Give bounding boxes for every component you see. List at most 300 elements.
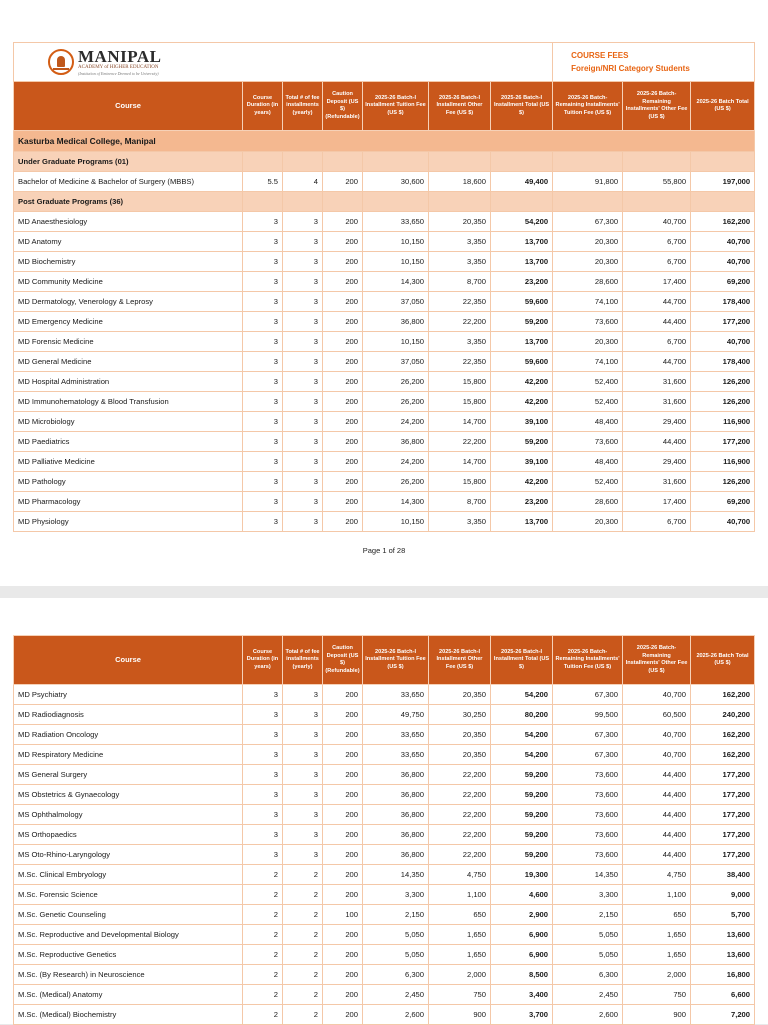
fee-cell: 200 [323, 685, 363, 705]
fee-cell: 200 [323, 925, 363, 945]
fee-cell: 2 [243, 965, 283, 985]
fee-cell: 40,700 [623, 725, 691, 745]
fee-cell: 44,400 [623, 825, 691, 845]
document-page-2 [0, 598, 768, 1024]
fee-cell: 22,350 [429, 292, 491, 312]
fee-cell: 126,200 [691, 372, 755, 392]
fee-cell: 3 [243, 272, 283, 292]
fee-cell: 177,200 [691, 312, 755, 332]
col-header: Caution Deposit (US $)(Refundable) [323, 636, 363, 685]
fee-cell: 9,000 [691, 885, 755, 905]
fee-cell: 20,350 [429, 685, 491, 705]
logo-cell [14, 43, 553, 82]
table-row [14, 985, 755, 1005]
fee-cell: 59,600 [491, 352, 553, 372]
fee-cell: 49,750 [363, 705, 429, 725]
fee-cell: 3 [243, 845, 283, 865]
page-number: Page 1 of 28 [362, 546, 406, 555]
fee-cell: 1,650 [623, 925, 691, 945]
fee-cell: 39,100 [491, 452, 553, 472]
table-row [14, 272, 755, 292]
table-row [14, 392, 755, 412]
course-name-cell: MD Psychiatry [14, 685, 243, 705]
table-row [14, 885, 755, 905]
fee-cell: 3 [283, 765, 323, 785]
fee-cell: 40,700 [691, 332, 755, 352]
fee-cell: 99,500 [553, 705, 623, 725]
fee-cell: 22,350 [429, 352, 491, 372]
section-row-pg [14, 192, 755, 212]
fee-cell: 14,350 [363, 865, 429, 885]
fee-cell: 59,200 [491, 845, 553, 865]
fee-cell: 200 [323, 352, 363, 372]
fee-cell: 59,200 [491, 825, 553, 845]
fee-cell: 200 [323, 965, 363, 985]
col-header: 2025-26 Batch Total (US $) [691, 636, 755, 685]
fee-cell: 200 [323, 412, 363, 432]
fee-cell: 3 [283, 705, 323, 725]
table-row [14, 232, 755, 252]
fee-cell: 5,700 [691, 905, 755, 925]
fee-cell: 2,450 [363, 985, 429, 1005]
fee-cell: 37,050 [363, 292, 429, 312]
fee-cell: 3 [243, 785, 283, 805]
fee-cell: 91,800 [553, 172, 623, 192]
fee-cell: 3 [283, 492, 323, 512]
fee-cell: 200 [323, 292, 363, 312]
fee-cell: 24,200 [363, 412, 429, 432]
course-name-cell: M.Sc. Reproductive Genetics [14, 945, 243, 965]
course-name-cell: MD Paediatrics [14, 432, 243, 452]
fee-cell: 13,700 [491, 512, 553, 532]
fee-cell: 3 [283, 685, 323, 705]
college-row [14, 131, 755, 152]
fee-cell: 59,200 [491, 805, 553, 825]
fee-cell: 2 [283, 905, 323, 925]
title-cell [553, 43, 755, 82]
fee-cell: 162,200 [691, 212, 755, 232]
col-header: Caution Deposit (US $)(Refundable) [323, 82, 363, 131]
fee-cell: 750 [429, 985, 491, 1005]
fee-cell: 52,400 [553, 392, 623, 412]
fee-cell: 178,400 [691, 352, 755, 372]
fee-cell: 8,700 [429, 272, 491, 292]
fee-cell: 3 [283, 412, 323, 432]
fee-cell: 3 [283, 212, 323, 232]
course-name-cell: MD Forensic Medicine [14, 332, 243, 352]
crest-icon [48, 49, 74, 75]
fee-cell: 59,200 [491, 432, 553, 452]
fee-cell: 40,700 [623, 212, 691, 232]
fee-cell: 200 [323, 452, 363, 472]
fee-cell: 6,300 [553, 965, 623, 985]
fee-cell: 74,100 [553, 292, 623, 312]
fee-cell: 6,600 [691, 985, 755, 1005]
fee-cell: 69,200 [691, 492, 755, 512]
fee-cell: 29,400 [623, 412, 691, 432]
fee-cell: 16,800 [691, 965, 755, 985]
fee-cell: 6,900 [491, 925, 553, 945]
section-row-ug [14, 152, 755, 172]
fee-cell: 200 [323, 865, 363, 885]
table-row [14, 965, 755, 985]
fee-cell: 3 [243, 212, 283, 232]
fee-cell: 3,350 [429, 332, 491, 352]
fee-cell: 67,300 [553, 745, 623, 765]
table-row [14, 925, 755, 945]
fee-cell: 3 [243, 312, 283, 332]
col-header: Course Duration (in years) [243, 82, 283, 131]
fee-cell: 6,900 [491, 945, 553, 965]
fee-cell: 6,700 [623, 332, 691, 352]
fee-cell: 2 [283, 1005, 323, 1025]
table-row [14, 825, 755, 845]
course-name-cell: MD Pharmacology [14, 492, 243, 512]
col-header: Total # of fee installments (yearly) [283, 636, 323, 685]
fee-cell: 54,200 [491, 685, 553, 705]
fee-cell: 200 [323, 1005, 363, 1025]
fee-cell: 900 [623, 1005, 691, 1025]
fee-cell: 3 [243, 372, 283, 392]
table-row [14, 432, 755, 452]
course-name-cell: M.Sc. Genetic Counseling [14, 905, 243, 925]
fee-cell: 13,600 [691, 925, 755, 945]
category-subtitle: Foreign/NRI Category Students [571, 64, 690, 73]
fee-cell: 3,400 [491, 985, 553, 1005]
fee-cell: 49,400 [491, 172, 553, 192]
fee-cell: 13,700 [491, 332, 553, 352]
table-row [14, 725, 755, 745]
fee-cell: 2,450 [553, 985, 623, 1005]
fee-cell: 73,600 [553, 845, 623, 865]
fee-cell: 3 [283, 725, 323, 745]
fee-cell: 200 [323, 432, 363, 452]
fee-cell: 14,300 [363, 272, 429, 292]
fee-cell: 200 [323, 252, 363, 272]
fee-cell: 7,200 [691, 1005, 755, 1025]
table-row [14, 372, 755, 392]
course-name-cell: MD Anatomy [14, 232, 243, 252]
fee-cell: 33,650 [363, 212, 429, 232]
fee-cell: 20,300 [553, 252, 623, 272]
fee-cell: 22,200 [429, 312, 491, 332]
fee-cell: 200 [323, 472, 363, 492]
fee-cell: 3 [283, 472, 323, 492]
fee-cell: 116,900 [691, 412, 755, 432]
fee-cell: 3 [283, 352, 323, 372]
table-row [14, 472, 755, 492]
fee-cell: 2 [283, 865, 323, 885]
fee-cell: 80,200 [491, 705, 553, 725]
fee-cell: 13,600 [691, 945, 755, 965]
col-header: 2025-26 Batch-I Installment Other Fee (US $) [429, 636, 491, 685]
fee-cell: 2 [283, 885, 323, 905]
fee-cell: 14,300 [363, 492, 429, 512]
fee-cell: 40,700 [623, 745, 691, 765]
fee-cell: 177,200 [691, 432, 755, 452]
fee-cell: 3 [283, 292, 323, 312]
fee-cell: 2 [243, 925, 283, 945]
fee-cell: 2 [243, 985, 283, 1005]
logo-tagline: (Institution of Eminence Deemed to be University) [78, 70, 159, 76]
fee-cell: 40,700 [691, 252, 755, 272]
fee-cell: 59,200 [491, 312, 553, 332]
course-name-cell: MS Oto-Rhino-Laryngology [14, 845, 243, 865]
fee-cell: 240,200 [691, 705, 755, 725]
fee-cell: 200 [323, 705, 363, 725]
fee-cell: 2 [243, 885, 283, 905]
fee-cell: 200 [323, 805, 363, 825]
table-row [14, 1005, 755, 1025]
fee-cell: 23,200 [491, 272, 553, 292]
fee-cell: 10,150 [363, 252, 429, 272]
fees-table-page-2 [13, 635, 755, 1025]
table-row [14, 492, 755, 512]
col-header: 2025-26 Batch-I Installment Total (US $) [491, 82, 553, 131]
fee-cell: 33,650 [363, 745, 429, 765]
table-row [14, 452, 755, 472]
col-header: Course Duration (in years) [243, 636, 283, 685]
course-name-cell: MS General Surgery [14, 765, 243, 785]
col-header: 2025-26 Batch-Remaining Installments' Tuition Fee (US $) [553, 636, 623, 685]
fee-cell: 14,350 [553, 865, 623, 885]
fee-cell: 3 [283, 805, 323, 825]
fee-cell: 55,800 [623, 172, 691, 192]
fee-cell: 22,200 [429, 825, 491, 845]
col-header: Course [14, 636, 243, 685]
fee-cell: 6,700 [623, 252, 691, 272]
table-row [14, 805, 755, 825]
fee-cell: 54,200 [491, 745, 553, 765]
fee-cell: 6,700 [623, 232, 691, 252]
course-name-cell: MD General Medicine [14, 352, 243, 372]
fee-cell: 22,200 [429, 845, 491, 865]
fee-cell: 69,200 [691, 272, 755, 292]
fee-cell: 2 [283, 965, 323, 985]
fee-cell: 5,050 [553, 925, 623, 945]
course-name-cell: MD Pathology [14, 472, 243, 492]
fee-cell: 2,150 [363, 905, 429, 925]
fee-cell: 3 [283, 312, 323, 332]
fee-cell: 2 [283, 925, 323, 945]
fee-cell: 31,600 [623, 372, 691, 392]
fee-cell: 200 [323, 512, 363, 532]
course-name-cell: M.Sc. Reproductive and Developmental Biology [14, 925, 243, 945]
fee-cell: 73,600 [553, 805, 623, 825]
fee-cell: 73,600 [553, 312, 623, 332]
fee-cell: 2 [243, 945, 283, 965]
fee-cell: 19,300 [491, 865, 553, 885]
fee-cell: 54,200 [491, 212, 553, 232]
fee-cell: 126,200 [691, 472, 755, 492]
fee-cell: 3 [283, 392, 323, 412]
fee-cell: 4,750 [429, 865, 491, 885]
fee-cell: 200 [323, 492, 363, 512]
fee-cell: 44,400 [623, 432, 691, 452]
course-name-cell: MD Palliative Medicine [14, 452, 243, 472]
fee-cell: 44,400 [623, 765, 691, 785]
fee-cell: 36,800 [363, 825, 429, 845]
fee-cell: 4 [283, 172, 323, 192]
fee-cell: 20,300 [553, 332, 623, 352]
fee-cell: 30,600 [363, 172, 429, 192]
fee-cell: 4,600 [491, 885, 553, 905]
fee-cell: 650 [429, 905, 491, 925]
fee-cell: 36,800 [363, 845, 429, 865]
fee-cell: 3,300 [553, 885, 623, 905]
fee-cell: 28,600 [553, 492, 623, 512]
course-name-cell: MS Ophthalmology [14, 805, 243, 825]
fee-cell: 23,200 [491, 492, 553, 512]
course-name-cell: M.Sc. (By Research) in Neuroscience [14, 965, 243, 985]
course-name-cell: MD Physiology [14, 512, 243, 532]
fee-cell: 15,800 [429, 472, 491, 492]
fee-cell: 3 [243, 492, 283, 512]
col-header: 2025-26 Batch-I Installment Total (US $) [491, 636, 553, 685]
document-title: COURSE FEES [571, 51, 629, 60]
table-row [14, 745, 755, 765]
fee-cell: 31,600 [623, 392, 691, 412]
fee-cell: 3 [283, 252, 323, 272]
fee-cell: 162,200 [691, 745, 755, 765]
fee-cell: 3 [243, 352, 283, 372]
fee-cell: 200 [323, 725, 363, 745]
fee-cell: 36,800 [363, 805, 429, 825]
course-name-cell: MD Community Medicine [14, 272, 243, 292]
section-label: Post Graduate Programs (36) [14, 192, 243, 212]
fee-cell: 22,200 [429, 432, 491, 452]
fee-cell: 48,400 [553, 452, 623, 472]
fee-cell: 26,200 [363, 372, 429, 392]
table-row [14, 785, 755, 805]
fee-cell: 200 [323, 172, 363, 192]
table-row [14, 512, 755, 532]
fee-cell: 3 [283, 272, 323, 292]
fee-cell: 3 [283, 825, 323, 845]
table-row [14, 845, 755, 865]
fee-cell: 200 [323, 885, 363, 905]
table-row [14, 685, 755, 705]
table-row [14, 412, 755, 432]
fee-cell: 5,050 [363, 925, 429, 945]
fee-cell: 200 [323, 332, 363, 352]
college-name: Kasturba Medical College, Manipal [14, 131, 755, 152]
course-name-cell: M.Sc. Clinical Embryology [14, 865, 243, 885]
fee-cell: 36,800 [363, 785, 429, 805]
fee-cell: 3 [283, 512, 323, 532]
fee-cell: 200 [323, 985, 363, 1005]
course-name-cell: Bachelor of Medicine & Bachelor of Surgery (MBBS) [14, 172, 243, 192]
fee-cell: 59,200 [491, 785, 553, 805]
fee-cell: 20,350 [429, 212, 491, 232]
fee-cell: 22,200 [429, 765, 491, 785]
fee-cell: 3 [243, 705, 283, 725]
fee-cell: 33,650 [363, 685, 429, 705]
fee-cell: 900 [429, 1005, 491, 1025]
fee-cell: 2,000 [429, 965, 491, 985]
fee-cell: 2 [283, 985, 323, 1005]
fee-cell: 17,400 [623, 492, 691, 512]
fee-cell: 3 [283, 432, 323, 452]
fee-cell: 3 [243, 765, 283, 785]
fee-cell: 3 [283, 452, 323, 472]
fee-cell: 3,700 [491, 1005, 553, 1025]
logo-subtitle: ACADEMY of HIGHER EDUCATION [78, 64, 159, 70]
fee-cell: 42,200 [491, 392, 553, 412]
course-name-cell: MD Respiratory Medicine [14, 745, 243, 765]
fee-cell: 15,800 [429, 372, 491, 392]
fee-cell: 8,700 [429, 492, 491, 512]
fee-cell: 39,100 [491, 412, 553, 432]
fee-cell: 44,700 [623, 352, 691, 372]
fee-cell: 52,400 [553, 472, 623, 492]
table-row [14, 705, 755, 725]
fee-cell: 162,200 [691, 725, 755, 745]
fee-cell: 54,200 [491, 725, 553, 745]
fee-cell: 126,200 [691, 392, 755, 412]
fee-cell: 200 [323, 745, 363, 765]
fee-cell: 73,600 [553, 765, 623, 785]
fee-cell: 1,100 [623, 885, 691, 905]
fee-cell: 67,300 [553, 725, 623, 745]
fee-cell: 100 [323, 905, 363, 925]
table-row [14, 212, 755, 232]
fees-table-page-1 [13, 42, 755, 532]
fee-cell: 1,650 [623, 945, 691, 965]
course-name-cell: MD Anaesthesiology [14, 212, 243, 232]
fee-cell: 73,600 [553, 785, 623, 805]
fee-cell: 48,400 [553, 412, 623, 432]
fee-cell: 38,400 [691, 865, 755, 885]
course-name-cell: MD Emergency Medicine [14, 312, 243, 332]
fee-cell: 6,700 [623, 512, 691, 532]
fee-cell: 177,200 [691, 765, 755, 785]
fee-cell: 2 [243, 905, 283, 925]
logo-name: MANIPAL [78, 46, 162, 66]
fee-cell: 200 [323, 785, 363, 805]
fee-cell: 5.5 [243, 172, 283, 192]
fee-cell: 2,600 [363, 1005, 429, 1025]
fee-cell: 200 [323, 845, 363, 865]
fee-cell: 6,300 [363, 965, 429, 985]
fee-cell: 750 [623, 985, 691, 1005]
fee-cell: 200 [323, 765, 363, 785]
fee-cell: 17,400 [623, 272, 691, 292]
fee-cell: 177,200 [691, 805, 755, 825]
fee-cell: 14,700 [429, 412, 491, 432]
fee-cell: 3 [283, 232, 323, 252]
course-name-cell: MD Microbiology [14, 412, 243, 432]
fee-cell: 5,050 [553, 945, 623, 965]
course-name-cell: M.Sc. (Medical) Biochemistry [14, 1005, 243, 1025]
fee-cell: 200 [323, 232, 363, 252]
fee-cell: 2,150 [553, 905, 623, 925]
fee-cell: 3 [243, 745, 283, 765]
fee-cell: 30,250 [429, 705, 491, 725]
fee-cell: 10,150 [363, 232, 429, 252]
fee-cell: 3 [243, 685, 283, 705]
fee-cell: 1,100 [429, 885, 491, 905]
fee-cell: 59,600 [491, 292, 553, 312]
fee-cell: 22,200 [429, 785, 491, 805]
col-header: Total # of fee installments (yearly) [283, 82, 323, 131]
fee-cell: 650 [623, 905, 691, 925]
table-row [14, 352, 755, 372]
table-row [14, 292, 755, 312]
fee-cell: 3 [243, 412, 283, 432]
course-name-cell: MD Immunohematology & Blood Transfusion [14, 392, 243, 412]
fee-cell: 24,200 [363, 452, 429, 472]
